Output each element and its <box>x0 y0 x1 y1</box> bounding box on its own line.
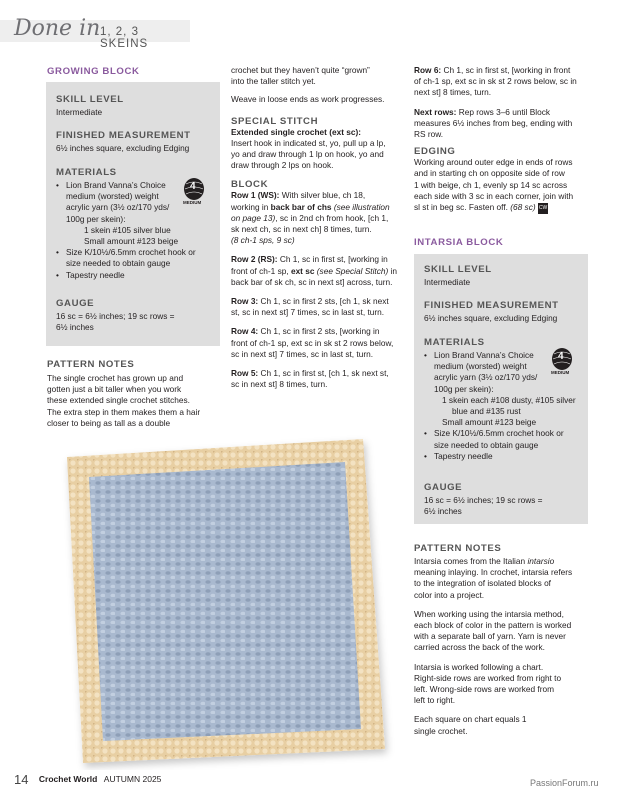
row-stitch-count: (8 ch-1 sps, 9 sc) <box>231 235 295 246</box>
row-line-bold: ext sc <box>290 265 315 276</box>
row-line-italic: on page 13) <box>231 212 276 223</box>
ib-material-needle <box>424 451 594 462</box>
row-2-instruction <box>231 254 411 288</box>
gb-finished-label: FINISHED MEASUREMENT <box>56 130 191 141</box>
gb-skill-label: SKILL LEVEL <box>56 94 124 105</box>
next-rows-lead: Next rows: <box>414 106 457 117</box>
gb-notes-line: The single crochet has grown up and <box>47 373 184 383</box>
ib-material-line: blue and #135 rust <box>452 406 521 417</box>
gb-material-hook <box>56 247 221 269</box>
gb-notes-line: these extended single crochet stitches. <box>47 395 190 406</box>
ib-skill-value: Intermediate <box>424 277 471 287</box>
row-5-instruction <box>231 368 411 390</box>
ib-pattern-notes <box>414 543 619 737</box>
gb-gauge-label: GAUGE <box>56 298 95 309</box>
row-line: sc in next st] 7 times, sc in last st, turn. <box>231 348 374 359</box>
ib-material-line: 100g per skein): <box>434 383 494 394</box>
ib-material-line: acrylic yarn (3½ oz/170 yds/ <box>434 372 538 383</box>
row-line: With silver blue, ch 18, <box>279 190 366 201</box>
edging-label: EDGING <box>414 146 456 158</box>
gb-gauge-line-2: 6½ inches <box>56 322 94 332</box>
ib-notes-line: meaning inlaying. In crochet, intarsia refers <box>414 567 573 578</box>
row-line: RS row. <box>414 129 444 140</box>
row-line: , sc in 2nd ch from hook, [ch 1, <box>275 212 389 223</box>
ib-notes-line: to the integration of isolated blocks of <box>414 578 551 589</box>
edging-line: sl st in beg sc. Fasten off. <box>414 202 508 213</box>
ib-material-line: medium (worsted) weight <box>434 361 527 372</box>
yarn-weight-icon <box>548 346 576 376</box>
gb-material-line: • Lion Brand Vanna’s Choice <box>66 180 166 190</box>
notes-continued-line: crochet but they haven’t quite “grown” <box>231 65 370 75</box>
row-5-lead: Row 5: <box>231 368 259 379</box>
ib-material-line: size needed to obtain gauge <box>434 439 539 450</box>
ib-material-line: 1 skein each #108 dusty, #105 silver <box>442 394 576 405</box>
edging-line: each side with 3 sc in each corner, join with <box>414 190 574 201</box>
row-3-lead: Row 3: <box>231 296 259 307</box>
end-mark-icon: CW <box>538 203 548 214</box>
gb-material-line: 1 skein #105 silver blue <box>84 224 171 235</box>
row-line: sk next ch, sc in next ch] 8 times, turn. <box>231 224 372 235</box>
gb-notes-text <box>47 373 225 429</box>
ib-notes-line: carried across the back of the work. <box>414 642 545 653</box>
ib-notes-line: each block of color in the pattern is worked <box>414 620 572 631</box>
row-line: Ch 1, sc in first st, [working in front <box>441 65 571 75</box>
row-line: Ch 1, sc in first st, [ch 1, sk next st, <box>258 368 389 379</box>
growing-block-title: GROWING BLOCK <box>47 66 140 77</box>
row-line: front of ch-1 sp, <box>231 265 291 276</box>
row-line: Ch 1, sc in first st, [working in <box>277 254 388 265</box>
gb-material-line: 100g per skein): <box>66 213 126 224</box>
ib-notes-line: Each square on chart equals 1 <box>414 714 527 725</box>
row-line: of ch-1 sp, ext sc in sk st 2 rows below, sc in <box>414 76 577 87</box>
gb-material-needle <box>56 270 221 281</box>
gb-notes-line: The extra step in them makes them a hair <box>47 406 201 417</box>
gb-material-line: medium (worsted) weight <box>66 191 159 202</box>
ib-notes-line: Right-side rows are worked from right to <box>414 672 562 683</box>
weave-note: Weave in loose ends as work progresses. <box>231 94 385 105</box>
edging-stitch-count: (68 sc) <box>510 202 536 213</box>
ib-material-line: Tapestry needle <box>434 450 493 461</box>
ib-notes-line: color into a project. <box>414 589 485 600</box>
row-line: st, sc in next st] 7 times, sc in last st, turn. <box>231 307 385 318</box>
ib-gauge-line-2: 6½ inches <box>424 506 462 516</box>
issue-date: AUTUMN 2025 <box>103 774 162 784</box>
ib-notes-line: with a separate ball of yarn. Yarn is never <box>414 631 566 642</box>
gb-notes-line: gotten just a bit taller when you work <box>47 384 182 395</box>
row-1-instruction <box>231 190 411 246</box>
row-line: back bar of sk ch, sc in next st] across, turn. <box>231 276 393 287</box>
row-line: measures 6½ inches from beg, ending with <box>414 117 573 128</box>
gb-finished-value: 6½ inches square, excluding Edging <box>56 143 190 153</box>
row-line: front of ch-1 sp, ext sc in sk st 2 rows below, <box>231 337 394 348</box>
gb-material-line: Small amount #123 beige <box>84 236 179 247</box>
ib-notes-line: single crochet. <box>414 725 468 736</box>
ib-finished-label: FINISHED MEASUREMENT <box>424 300 559 311</box>
page-header <box>0 14 190 48</box>
row-line-italic: (see illustration <box>331 201 390 212</box>
gb-material-line: • Size K/10½/6.5mm crochet hook or <box>66 247 196 258</box>
page-number: 14 <box>14 772 29 787</box>
middle-column <box>231 65 411 390</box>
gb-material-line: size needed to obtain gauge <box>66 258 171 269</box>
ib-notes-italic: intarsio <box>527 556 555 566</box>
ib-notes-line: left to right. <box>414 695 456 706</box>
yarn-weight-label: MEDIUM <box>551 370 570 375</box>
edging-line: Working around outer edge in ends of rows <box>414 157 573 168</box>
row-6-instruction <box>414 65 614 99</box>
block-label: BLOCK <box>231 179 269 191</box>
ib-notes-line: Intarsia is worked following a chart. <box>414 661 544 672</box>
ib-notes-label: PATTERN NOTES <box>414 543 502 554</box>
row-3-instruction <box>231 296 411 318</box>
magazine-name: Crochet World <box>38 774 98 784</box>
header-script-title: Done in <box>14 16 101 41</box>
row-line-italic: (see Special Stitch) <box>314 265 389 276</box>
gb-skill-value: Intermediate <box>56 107 103 117</box>
intarsia-block-title: INTARSIA BLOCK <box>414 237 504 248</box>
row-line-bold: back bar of chs <box>270 201 332 212</box>
special-stitch-line: yo and draw through 1 lp on hook, yo and <box>231 149 384 160</box>
yarn-weight-label: MEDIUM <box>183 200 202 205</box>
yarn-weight-number: 4 <box>190 181 196 192</box>
special-stitch-line: draw through 2 lps on hook. <box>231 160 334 171</box>
ib-notes-line: left. Wrong-side rows are worked from <box>414 684 555 695</box>
gb-notes-label: PATTERN NOTES <box>47 359 135 370</box>
special-stitch-label: SPECIAL STITCH <box>231 115 319 127</box>
yarn-weight-number: 4 <box>558 351 564 362</box>
notes-continued-line: into the taller stitch yet. <box>231 76 316 87</box>
row-2-lead: Row 2 (RS): <box>231 254 278 265</box>
ib-materials-label: MATERIALS <box>424 337 485 348</box>
gb-materials-label: MATERIALS <box>56 167 117 178</box>
ib-gauge-label: GAUGE <box>424 482 463 493</box>
special-stitch-line: Insert hook in indicated st, yo, pull up a lp, <box>231 137 386 148</box>
ib-skill-label: SKILL LEVEL <box>424 264 492 275</box>
ib-notes-line: When working using the intarsia method, <box>414 608 564 619</box>
ib-material-hook <box>424 428 594 450</box>
ib-material-line: • Lion Brand Vanna’s Choice <box>434 350 534 360</box>
ib-material-line: Small amount #123 beige <box>442 417 537 428</box>
row-6-lead: Row 6: <box>414 65 442 75</box>
edging-line: and in starting ch on opposite side of row <box>414 168 565 179</box>
header-subtitle: 1, 2, 3 SKEINS <box>100 26 149 50</box>
ib-gauge-line-1: 16 sc = 6½ inches; 19 sc rows = <box>424 495 543 505</box>
swatch-body <box>89 462 361 741</box>
yarn-weight-icon <box>180 176 208 206</box>
row-line: Ch 1, sc in first 2 sts, [working in <box>258 326 380 337</box>
gb-gauge-line-1: 16 sc = 6½ inches; 19 sc rows = <box>56 311 175 321</box>
row-line: Rep rows 3–6 until Block <box>456 106 551 117</box>
ib-notes-line: Intarsia comes from the Italian <box>414 556 528 566</box>
next-rows-instruction <box>414 107 614 141</box>
row-line: Ch 1, sc in first 2 sts, [ch 1, sk next <box>258 296 389 307</box>
edging-line: 1 with beige, ch 1, evenly sp 14 sc across <box>414 179 568 190</box>
row-line: working in <box>231 201 271 212</box>
right-column-top <box>414 65 614 214</box>
ib-material-line: • Size K/10½/6.5mm crochet hook or <box>434 428 564 439</box>
ib-finished-value: 6½ inches square, excluding Edging <box>424 313 558 323</box>
row-line: sc in next st] 8 times, turn. <box>231 379 328 390</box>
special-stitch-name: Extended single crochet (ext sc): <box>231 126 362 137</box>
page-footer <box>14 771 161 789</box>
row-line: next st] 8 times, turn. <box>414 87 492 98</box>
gb-material-line: Tapestry needle <box>66 269 125 280</box>
crochet-swatch-photo <box>45 435 405 770</box>
row-line: in <box>388 265 398 276</box>
gb-notes-line: closer to being as tall as a double <box>47 417 171 428</box>
watermark: PassionForum.ru <box>530 778 599 788</box>
row-1-lead: Row 1 (WS): <box>231 190 280 201</box>
row-4-instruction <box>231 326 411 360</box>
row-4-lead: Row 4: <box>231 326 259 337</box>
gb-material-line: acrylic yarn (3½ oz/170 yds/ <box>66 202 170 213</box>
